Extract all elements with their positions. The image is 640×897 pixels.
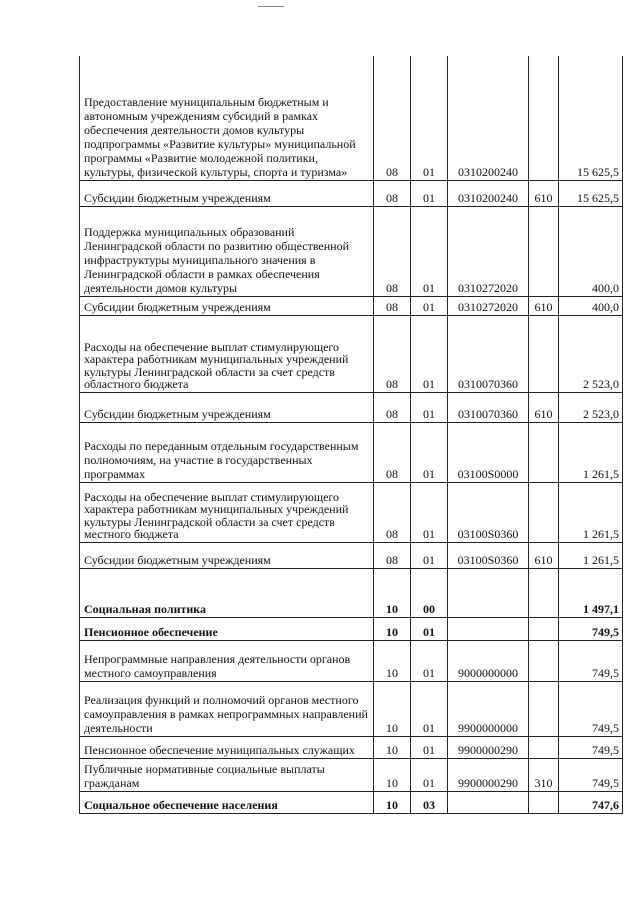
row-subsection: 01: [411, 296, 448, 315]
table-row: [80, 392, 623, 422]
row-name: Предоставление муниципальным бюджетным и автономным учреждениям субсидий в рамках обеспечения деятельности домов культуры подпрограммы «Развитие культуры» муниципальной программы «Развитие молодежной политики, культуры, физической культуры, спорта и туризма»: [80, 56, 374, 180]
row-sum: 400,0: [559, 206, 623, 296]
row-expense-type: [529, 482, 559, 542]
row-name: Социальное обеспечение населения: [80, 791, 374, 813]
row-target-item: 0310070360: [448, 315, 529, 392]
row-sum: 749,5: [559, 640, 623, 681]
table-row: [80, 296, 623, 315]
row-expense-type: [529, 736, 559, 758]
row-target-item: [448, 791, 529, 813]
row-sum: 1 497,1: [559, 568, 623, 617]
row-target-item: [448, 568, 529, 617]
row-target-item: 03100S0360: [448, 542, 529, 568]
row-name: Реализация функций и полномочий органов местного самоуправления в рамках непрограммных направлений деятельности: [80, 681, 374, 736]
row-expense-type: 610: [529, 296, 559, 315]
row-target-item: 9900000290: [448, 736, 529, 758]
row-sum: 749,5: [559, 758, 623, 791]
row-section: 10: [374, 568, 411, 617]
row-sum: 1 261,5: [559, 422, 623, 482]
row-target-item: 0310200240: [448, 180, 529, 206]
table-row: [80, 640, 623, 681]
row-section: 08: [374, 392, 411, 422]
row-target-item: 0310200240: [448, 56, 529, 180]
row-section: 10: [374, 758, 411, 791]
row-subsection: 01: [411, 56, 448, 180]
table-row: [80, 56, 623, 180]
row-sum: 1 261,5: [559, 542, 623, 568]
table-row: [80, 568, 623, 617]
row-subsection: 01: [411, 422, 448, 482]
row-sum: 747,6: [559, 791, 623, 813]
row-target-item: 0310070360: [448, 392, 529, 422]
row-target-item: 03100S0000: [448, 422, 529, 482]
row-subsection: 01: [411, 640, 448, 681]
row-subsection: 03: [411, 791, 448, 813]
row-subsection: 01: [411, 681, 448, 736]
row-name: Субсидии бюджетным учреждениям: [80, 542, 374, 568]
row-name: Расходы на обеспечение выплат стимулирующего характера работникам муниципальных учреждений культуры Ленинградской области за счет средств местного бюджета: [80, 482, 374, 542]
row-sum: 15 625,5: [559, 56, 623, 180]
table-row: [80, 206, 623, 296]
row-section: 08: [374, 422, 411, 482]
row-target-item: 0310272020: [448, 296, 529, 315]
row-subsection: 01: [411, 180, 448, 206]
row-target-item: 0310272020: [448, 206, 529, 296]
row-name: Субсидии бюджетным учреждениям: [80, 180, 374, 206]
row-target-item: 9900000290: [448, 758, 529, 791]
row-expense-type: [529, 315, 559, 392]
row-name: Расходы на обеспечение выплат стимулирующего характера работникам муниципальных учреждений культуры Ленинградской области за счет средств областного бюджета: [80, 315, 374, 392]
table-row: [80, 758, 623, 791]
row-target-item: [448, 617, 529, 640]
row-section: 10: [374, 617, 411, 640]
row-expense-type: [529, 791, 559, 813]
row-name: Поддержка муниципальных образований Ленинградской области по развитию общественной инфраструктуры муниципального значения в Ленинградской области в рамках обеспечения деятельности домов культуры: [80, 206, 374, 296]
row-section: 08: [374, 542, 411, 568]
row-name: Публичные нормативные социальные выплаты гражданам: [80, 758, 374, 791]
row-expense-type: [529, 640, 559, 681]
row-subsection: 01: [411, 482, 448, 542]
row-subsection: 01: [411, 736, 448, 758]
row-target-item: 9000000000: [448, 640, 529, 681]
row-expense-type: 610: [529, 180, 559, 206]
table-row: [80, 180, 623, 206]
row-sum: 749,5: [559, 736, 623, 758]
table-row: [80, 542, 623, 568]
table-row: [80, 736, 623, 758]
row-subsection: 01: [411, 617, 448, 640]
row-section: 08: [374, 296, 411, 315]
row-sum: 2 523,0: [559, 315, 623, 392]
row-expense-type: [529, 568, 559, 617]
row-name: Социальная политика: [80, 568, 374, 617]
row-sum: 15 625,5: [559, 180, 623, 206]
row-section: 08: [374, 482, 411, 542]
row-target-item: 03100S0360: [448, 482, 529, 542]
table-row: [80, 681, 623, 736]
row-expense-type: [529, 681, 559, 736]
row-name: Субсидии бюджетным учреждениям: [80, 296, 374, 315]
row-sum: 749,5: [559, 681, 623, 736]
row-expense-type: [529, 206, 559, 296]
row-name: Расходы по переданным отдельным государственным полномочиям, на участие в государственных программах: [80, 422, 374, 482]
page-number-mark: [258, 6, 284, 7]
row-section: 10: [374, 736, 411, 758]
row-subsection: 01: [411, 758, 448, 791]
row-section: 10: [374, 681, 411, 736]
table-row: [80, 482, 623, 542]
table-row: [80, 791, 623, 813]
row-expense-type: 310: [529, 758, 559, 791]
row-target-item: 9900000000: [448, 681, 529, 736]
row-section: 08: [374, 315, 411, 392]
row-section: 10: [374, 791, 411, 813]
table-row: [80, 422, 623, 482]
row-name: Пенсионное обеспечение: [80, 617, 374, 640]
row-section: 08: [374, 56, 411, 180]
row-name: Пенсионное обеспечение муниципальных служащих: [80, 736, 374, 758]
row-expense-type: 610: [529, 392, 559, 422]
row-subsection: 01: [411, 315, 448, 392]
row-sum: 400,0: [559, 296, 623, 315]
row-subsection: 01: [411, 392, 448, 422]
row-section: 08: [374, 206, 411, 296]
table-row: [80, 617, 623, 640]
row-expense-type: 610: [529, 542, 559, 568]
row-sum: 2 523,0: [559, 392, 623, 422]
row-expense-type: [529, 617, 559, 640]
row-section: 10: [374, 640, 411, 681]
row-subsection: 00: [411, 568, 448, 617]
row-subsection: 01: [411, 206, 448, 296]
table-row: [80, 315, 623, 392]
row-sum: 1 261,5: [559, 482, 623, 542]
row-expense-type: [529, 422, 559, 482]
row-name: Непрограммные направления деятельности органов местного самоуправления: [80, 640, 374, 681]
row-subsection: 01: [411, 542, 448, 568]
row-expense-type: [529, 56, 559, 180]
row-section: 08: [374, 180, 411, 206]
row-sum: 749,5: [559, 617, 623, 640]
row-name: Субсидии бюджетным учреждениям: [80, 392, 374, 422]
budget-table: [79, 56, 623, 814]
